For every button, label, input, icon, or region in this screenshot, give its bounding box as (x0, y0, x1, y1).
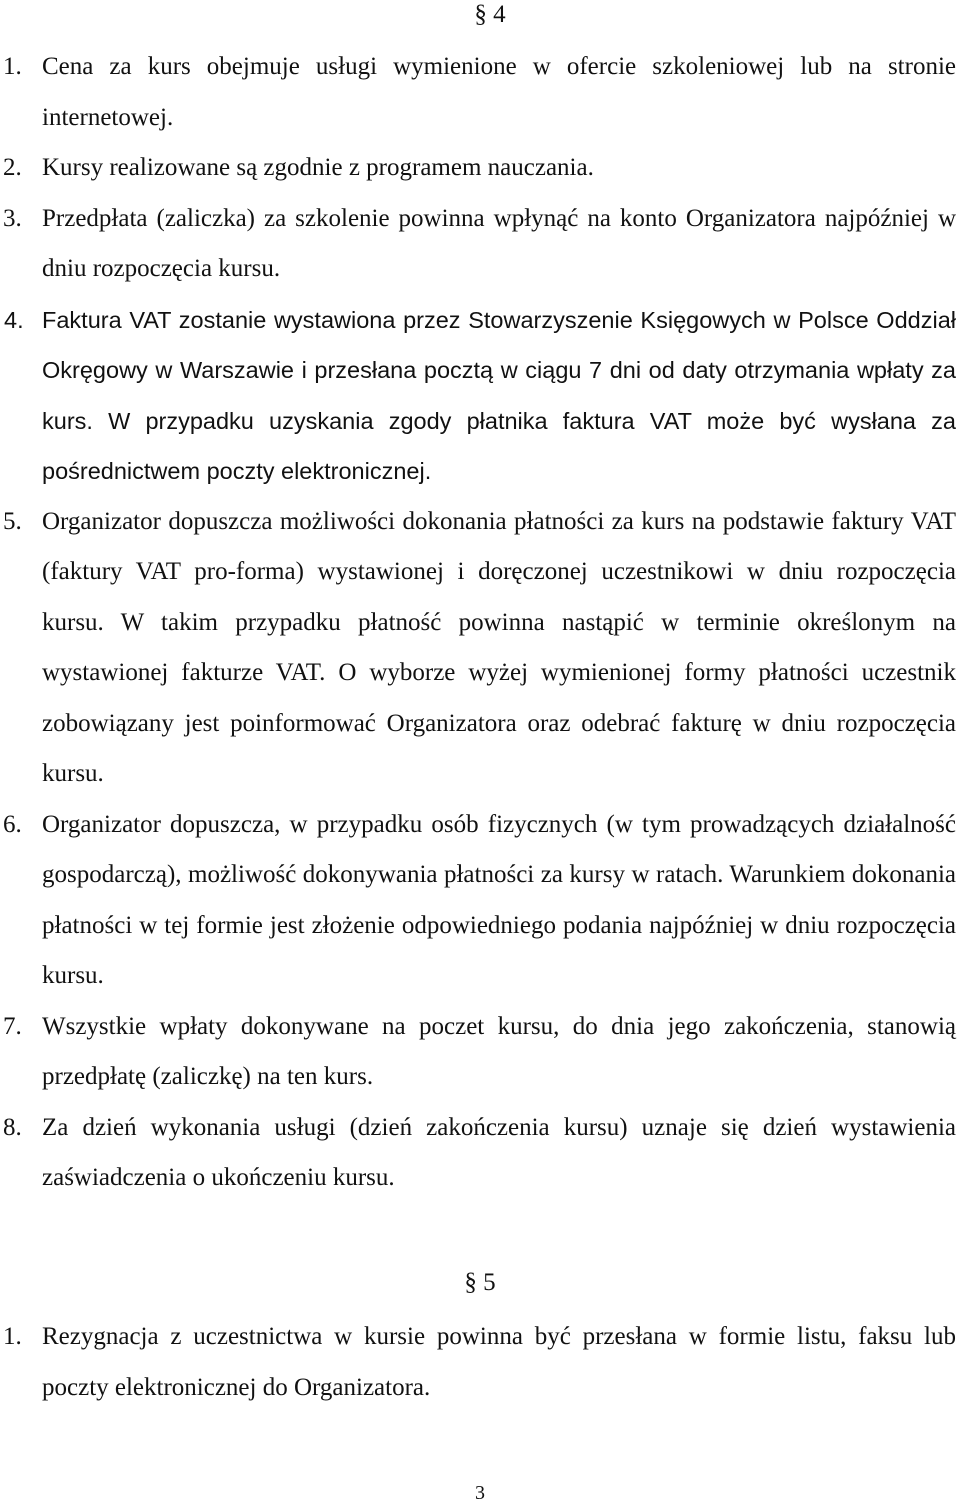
item-number: 6. (3, 810, 22, 838)
item-text: Faktura VAT zostanie wystawiona przez Stowarzyszenie Księgowych w Polsce Oddział Okręgowy w Warszawie i przesłana pocztą w ciągu 7 dni od daty otrzymania wpłaty za kurs. W przypadku uzyskania zgody płatnika faktura VAT może być wysłana za pośrednictwem poczty elektronicznej. (42, 306, 956, 484)
section-heading-4: § 4 (474, 1, 506, 28)
item-text: Kursy realizowane są zgodnie z programem nauczania. (42, 154, 594, 181)
list-item (0, 194, 960, 295)
item-number: 7. (3, 1012, 22, 1040)
item-text: Za dzień wykonania usługi (dzień zakończenia kursu) uznaje się dzień wystawienia zaświadczenia o ukończeniu kursu. (42, 1113, 956, 1191)
section-5-list (0, 1312, 960, 1413)
list-item (0, 295, 960, 497)
list-item (0, 42, 960, 143)
section-heading-5: § 5 (464, 1269, 496, 1296)
item-text: Wszystkie wpłaty dokonywane na poczet kursu, do dnia jego zakończenia, stanowią przedpłatę (zaliczkę) na ten kurs. (42, 1012, 956, 1090)
item-text: Cena za kurs obejmuje usługi wymienione w ofercie szkoleniowej lub na stronie internetowej. (42, 53, 956, 131)
item-number: 4. (4, 306, 24, 333)
list-item (0, 1002, 960, 1103)
list-item (0, 497, 960, 800)
page-number: 3 (475, 1482, 485, 1504)
list-item (0, 1103, 960, 1204)
item-number: 8. (3, 1113, 22, 1141)
item-text: Przedpłata (zaliczka) za szkolenie powinna wpłynąć na konto Organizatora najpóźniej w dniu rozpoczęcia kursu. (42, 204, 956, 282)
list-item (0, 1312, 960, 1413)
item-number: 2. (3, 154, 22, 181)
item-text: Organizator dopuszcza, w przypadku osób fizycznych (w tym prowadzących działalność gospodarczą), możliwość dokonywania płatności za kursy w ratach. Warunkiem dokonania płatności w tej formie jest złożenie odpowiedniego podania najpóźniej w dniu rozpoczęcia kursu. (42, 810, 956, 989)
item-text: Organizator dopuszcza możliwości dokonania płatności za kurs na podstawie faktury VAT (faktury VAT pro-forma) wystawionej i doręczonej uczestnikowi w dniu rozpoczęcia kursu. W takim przypadku płatność powinna nastąpić w terminie określonym na wystawionej fakturze VAT. O wyborze wyżej wymienionej formy płatności uczestnik zobowiązany jest poinformować Organizatora oraz odebrać fakturę w dniu rozpoczęcia kursu. (42, 507, 956, 787)
item-text: Rezygnacja z uczestnictwa w kursie powinna być przesłana w formie listu, faksu lub poczty elektronicznej do Organizatora. (42, 1323, 956, 1401)
item-number: 5. (3, 507, 22, 535)
list-item (0, 800, 960, 1002)
list-item (0, 143, 960, 194)
item-number: 3. (3, 204, 22, 232)
item-number: 1. (3, 1323, 22, 1350)
section-4-list (0, 42, 960, 1204)
item-number: 1. (3, 53, 22, 80)
